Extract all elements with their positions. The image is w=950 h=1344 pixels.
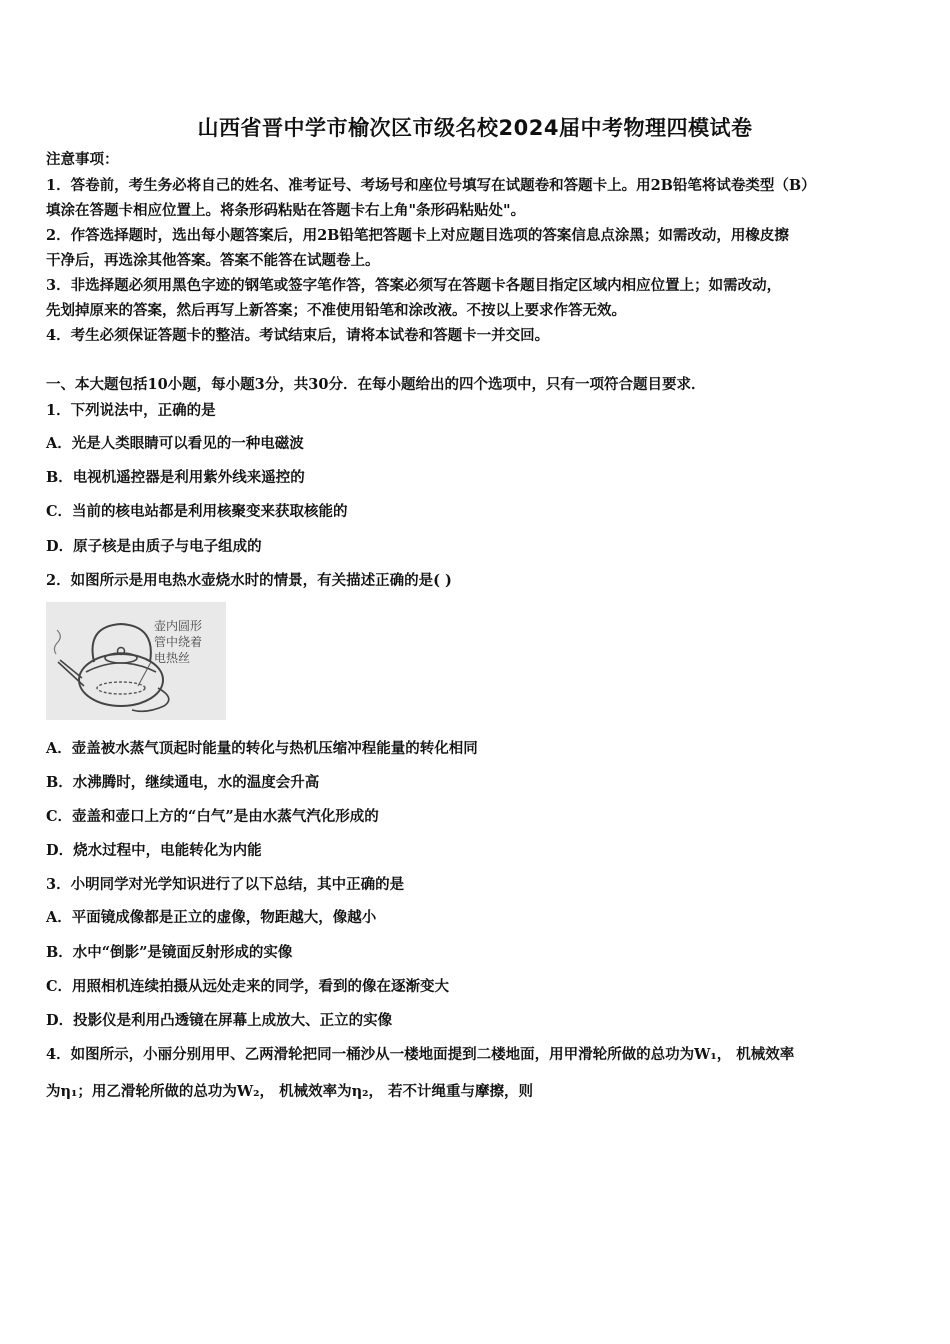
- kettle-figure: [46, 602, 226, 720]
- question-1-option-d: D．原子核是由质子与电子组成的: [46, 538, 262, 555]
- question-1-stem: 1．下列说法中，正确的是: [46, 402, 216, 419]
- question-3-option-c: C．用照相机连续拍摄从远处走来的同学，看到的像在逐渐变大: [46, 978, 450, 995]
- question-2-option-d: D．烧水过程中，电能转化为内能: [46, 842, 262, 859]
- question-1-option-c: C．当前的核电站都是利用核聚变来获取核能的: [46, 503, 348, 520]
- notice-line: 3．非选择题必须用黑色字迹的钢笔或签字笔作答，答案必须写在答题卡各题目指定区域内相应位置上；如需改动，: [46, 277, 782, 294]
- question-4-stem-line1: 4．如图所示，小丽分别用甲、乙两滑轮把同一桶沙从一楼地面提到二楼地面，用甲滑轮所做的总功为W₁， 机械效率: [46, 1046, 795, 1063]
- question-1-option-a: A．光是人类眼睛可以看见的一种电磁波: [46, 435, 304, 452]
- question-3-option-b: B．水中“倒影”是镜面反射形成的实像: [46, 944, 293, 961]
- question-2-option-a: A．壶盖被水蒸气顶起时能量的转化与热机压缩冲程能量的转化相同: [46, 740, 478, 757]
- notice-line: 2．作答选择题时，选出每小题答案后，用2B铅笔把答题卡上对应题目选项的答案信息点涂黑；如需改动，用橡皮擦: [46, 227, 789, 244]
- figure-label: 管中绕着: [154, 635, 203, 649]
- question-3-option-a: A．平面镜成像都是正立的虚像，物距越大，像越小: [46, 909, 377, 926]
- question-2-option-b: B．水沸腾时，继续通电，水的温度会升高: [46, 774, 320, 791]
- notice-heading: 注意事项：: [46, 151, 119, 168]
- notice-line: 干净后，再选涂其他答案。答案不能答在试题卷上。: [46, 252, 380, 269]
- question-2-option-c: C．壶盖和壶口上方的“白气”是由水蒸气汽化形成的: [46, 808, 379, 825]
- question-3-stem: 3．小明同学对光学知识进行了以下总结，其中正确的是: [46, 876, 405, 893]
- question-2-stem: 2．如图所示是用电热水壶烧水时的情景，有关描述正确的是( ): [46, 572, 452, 589]
- notice-line: 4．考生必须保证答题卡的整洁。考试结束后，请将本试卷和答题卡一并交回。: [46, 327, 550, 344]
- question-4-stem-line2: 为η₁；用乙滑轮所做的总功为W₂， 机械效率为η₂， 若不计绳重与摩擦，则: [46, 1083, 534, 1100]
- figure-label: 壶内圆形: [154, 619, 203, 633]
- notice-line: 填涂在答题卡相应位置上。将条形码粘贴在答题卡右上角"条形码粘贴处"。: [46, 202, 526, 219]
- page-title: 山西省晋中学市榆次区市级名校2024届中考物理四模试卷: [197, 116, 753, 140]
- notice-line: 先划掉原来的答案，然后再写上新答案；不准使用铅笔和涂改液。不按以上要求作答无效。: [46, 302, 626, 319]
- question-1-option-b: B．电视机遥控器是利用紫外线来遥控的: [46, 469, 305, 486]
- question-3-option-d: D．投影仪是利用凸透镜在屏幕上成放大、正立的实像: [46, 1012, 393, 1029]
- figure-label: 电热丝: [154, 651, 191, 665]
- notice-line: 1．答卷前，考生务必将自己的姓名、准考证号、考场号和座位号填写在试题卷和答题卡上。用2B铅笔将试卷类型（B）: [46, 177, 816, 194]
- section-heading: 一、本大题包括10小题，每小题3分，共30分．在每小题给出的四个选项中，只有一项符合题目要求．: [46, 376, 706, 393]
